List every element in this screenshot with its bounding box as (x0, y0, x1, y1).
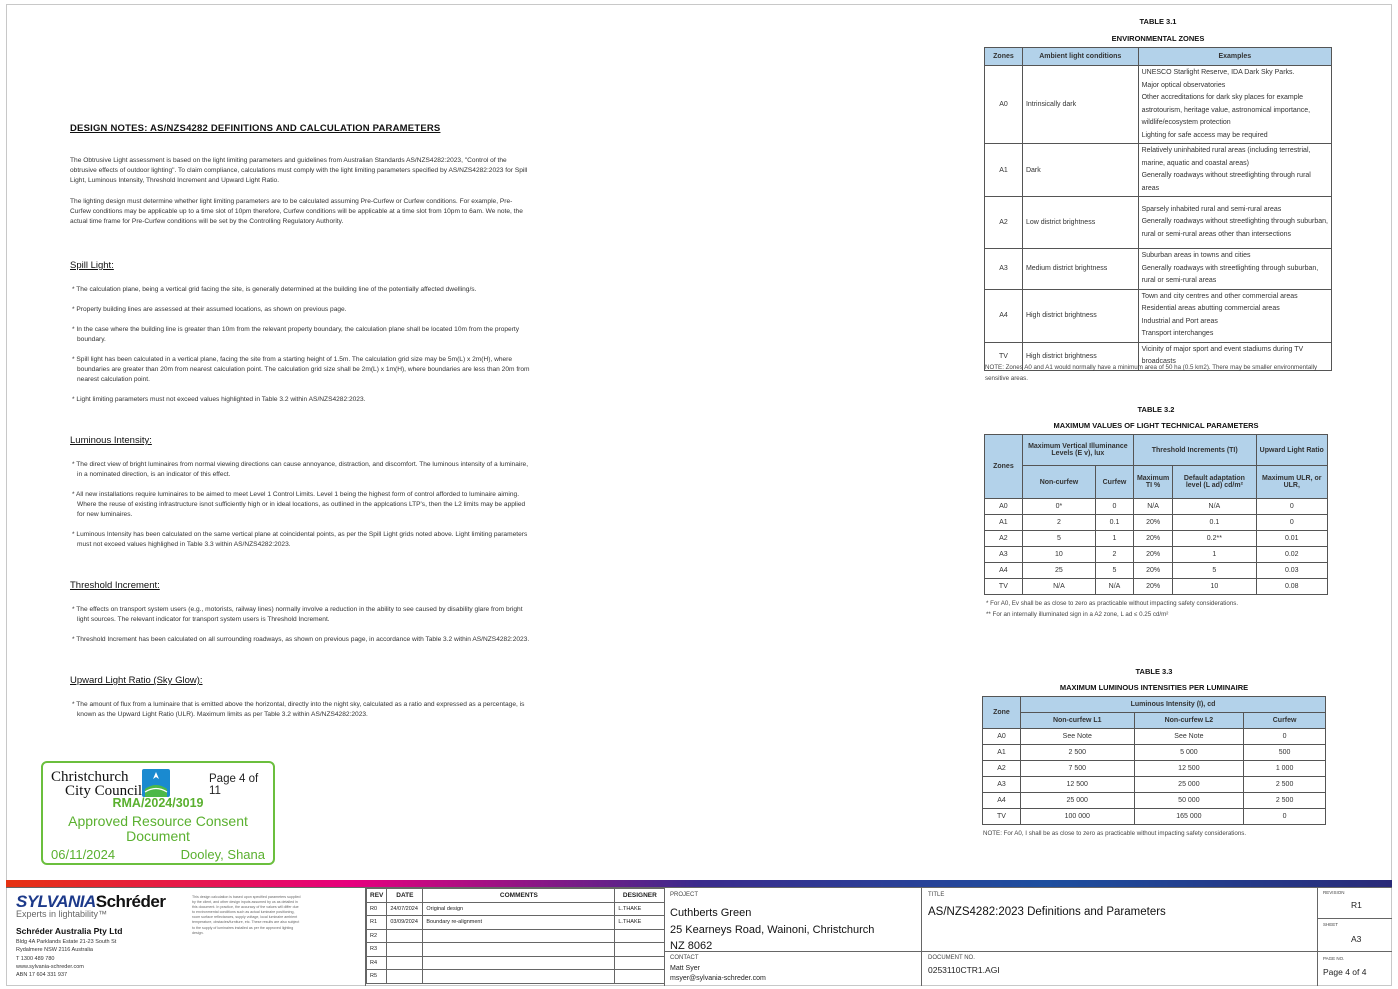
example-line: Sparsely inhabited rural and semi-rural areas (1141, 205, 1282, 213)
table32-note-1: * For A0, Ev shall be as close to zero as practicable without impacting safety considerations. (986, 600, 1239, 607)
cell (615, 943, 665, 957)
table-luminous-intensities (982, 696, 1326, 825)
table-row (985, 563, 1328, 579)
cell: 0.03 (1256, 563, 1327, 579)
bullet: * The calculation plane, being a vertical grid facing the site, is generally determined at the building line of the potentially affected dwelling/s. (72, 286, 477, 293)
cell: 0.1 (1173, 515, 1256, 531)
section-title-threshold-increment: Threshold Increment: (70, 580, 160, 591)
cell: 20% (1133, 563, 1172, 579)
cell: 10 (1022, 547, 1095, 563)
table-row (983, 793, 1326, 809)
council-name-line2: City Council (65, 783, 143, 799)
docno-label: DOCUMENT NO. (928, 955, 975, 961)
col-header: Ambient light conditions (1022, 48, 1138, 66)
bullet: * Property building lines are assessed at their assumed locations, as shown on previous page. (72, 306, 347, 313)
table-row (985, 531, 1328, 547)
condition-cell: Dark (1022, 144, 1138, 197)
brand-color-strip (6, 880, 1392, 887)
cell (387, 943, 423, 957)
cell: R1 (367, 916, 387, 930)
table31-title: ENVIRONMENTAL ZONES (1111, 34, 1205, 43)
bullet: * Threshold Increment has been calculated on all surrounding roadways, as shown on previous page, in accordance with Table 3.2 within AS/NZS4282:2023. (72, 636, 530, 643)
examples-cell (1138, 144, 1331, 197)
project-name: Cuthberts Green (670, 907, 752, 919)
cell (387, 956, 423, 970)
bullet: * In the case where the building line is greater than 10m from the relevant property boundary, the calculation plane shall be located 10m from the property boundary. (72, 326, 520, 343)
stamp-page-number: Page 4 of 11 (209, 773, 259, 797)
cell: A2 (983, 761, 1021, 777)
rev-col-header: DESIGNER (615, 889, 665, 903)
table-row (985, 66, 1332, 144)
approval-line1: Approved Resource Consent (68, 813, 248, 829)
company-name: Schréder Australia Pty Ltd (16, 926, 123, 936)
cell: R3 (367, 943, 387, 957)
address-line: Rydalmere NSW 2116 Australia (16, 947, 93, 954)
cell: 50 000 (1134, 793, 1244, 809)
table-row (985, 289, 1332, 342)
table31-number: TABLE 3.1 (1139, 17, 1177, 26)
cell: 10 (1173, 579, 1256, 595)
notes-intro-1: The Obtrusive Light assessment is based on the light limiting parameters and guidelines from Australian Standards AS/NZS4282:2023, "Control of the obtrusive effects of outdoor lighting". To claim compliance, calculations must comply with the light limiting parameters specified by AS/NZS4282:2023 for Spill Light, Luminous Intensity, Threshold Increment and Upward Light Ratio. (70, 157, 528, 184)
cell: 0.01 (1256, 531, 1327, 547)
cell: 0 (1256, 499, 1327, 515)
revision-row (367, 943, 665, 957)
cell: 0 (1244, 809, 1326, 825)
col-header: Threshold Increments (TI) (1133, 435, 1256, 466)
cell: R0 (367, 902, 387, 916)
cell: 500 (1244, 745, 1326, 761)
col-header: Zone (983, 697, 1021, 729)
address-line: Bldg 4A Parklands Estate 21-23 South St (16, 939, 117, 945)
col-subheader: Non-curfew (1022, 466, 1095, 499)
revision-row (367, 916, 665, 930)
title-label: TITLE (928, 892, 945, 898)
consent-reference: RMA/2024/3019 (112, 796, 204, 810)
revision-row (367, 970, 665, 984)
cell: 5 (1096, 563, 1134, 579)
cell: 2 (1022, 515, 1095, 531)
table-light-technical-parameters (984, 434, 1328, 595)
cell: 0 (1244, 729, 1326, 745)
cell: 2 500 (1244, 793, 1326, 809)
cell: A1 (983, 745, 1021, 761)
cell: 20% (1133, 515, 1172, 531)
table-row (983, 745, 1326, 761)
cell: 25 000 (1134, 777, 1244, 793)
cell: A0 (985, 499, 1023, 515)
table-row (985, 515, 1328, 531)
col-header: Maximum Vertical Illuminance Levels (E v), lux (1022, 435, 1133, 466)
revision-row (367, 956, 665, 970)
rev-col-header: REV (367, 889, 387, 903)
cell: Boundary re-alignment (423, 916, 615, 930)
zone-cell: A4 (985, 289, 1023, 342)
cell: A3 (983, 777, 1021, 793)
document-number: 0253110CTR1.AGI (928, 965, 1000, 975)
cell: 0.2** (1173, 531, 1256, 547)
section-title-upward-light-ratio: Upward Light Ratio (Sky Glow): (70, 675, 203, 686)
col-subheader: Curfew (1244, 713, 1326, 729)
cell: N/A (1133, 499, 1172, 515)
table-row (983, 809, 1326, 825)
cell: 7 500 (1020, 761, 1134, 777)
notes-intro-2: The lighting design must determine whether light limiting parameters are to be calculated assuming Pre-Curfew or Curfew conditions. For example, Pre-Curfew conditions may be applicable up to a time slot of 10pm therefore, Curfew conditions will be applicable at a time slot from 10pm to 6am. We note, the actual time frame for Pre-Curfew conditions will be set by the Controlling Regulatory Authority. (70, 198, 523, 225)
table-row (983, 777, 1326, 793)
revision-value: R1 (1351, 900, 1362, 910)
cell: 2 500 (1244, 777, 1326, 793)
council-name-line1: Christchurch (51, 769, 129, 785)
council-logo-icon (142, 769, 170, 797)
table31-note: NOTE: Zones A0 and A1 would normally have a minimum area of 50 ha (0.5 km2). There may be smaller environmentally sensitive areas. (985, 364, 1318, 382)
section-title-spill-light: Spill Light: (70, 260, 114, 271)
example-line: Transport interchanges (1141, 330, 1214, 337)
table-row (985, 547, 1328, 563)
cell: N/A (1022, 579, 1095, 595)
revision-label: REVISION (1323, 890, 1345, 895)
bullet: * Light limiting parameters must not exceed values highlighted in Table 3.2 within AS/NZS4282:2023. (72, 396, 366, 403)
condition-cell: Intrinsically dark (1022, 66, 1138, 144)
cell: TV (983, 809, 1021, 825)
cell: 165 000 (1134, 809, 1244, 825)
revision-row (367, 902, 665, 916)
example-line: Major optical observatories (1141, 81, 1226, 89)
table-row (985, 249, 1332, 290)
condition-cell: High district brightness (1022, 342, 1138, 370)
cell (423, 943, 615, 957)
address-line: T 1300 489 780 (16, 955, 55, 962)
cell: 5 (1173, 563, 1256, 579)
condition-cell: Low district brightness (1022, 197, 1138, 249)
cell: A4 (983, 793, 1021, 809)
cell: 25 (1022, 563, 1095, 579)
col-header: Upward Light Ratio (1256, 435, 1327, 466)
col-header: Examples (1138, 48, 1331, 66)
col-subheader: Non-curfew L1 (1020, 713, 1134, 729)
company-address (16, 938, 116, 979)
bullet: * Spill light has been calculated in a vertical plane, facing the site from a starting height of 1.5m. The calculation grid size may be 5m(L) x 2m(H), where boundaries are greater than 20m from nearest calculation point. The calculation grid size shall be 2m(L) x 1m(H), where boundaries are less than 20m from nearest calculation point. (72, 356, 530, 383)
example-line: Generally roadways without streetlighting through suburban, rural or semi-rural areas other than intersections (1141, 218, 1328, 238)
cell (423, 956, 615, 970)
cell: A4 (985, 563, 1023, 579)
cell: A3 (985, 547, 1023, 563)
example-line: Relatively uninhabited rural areas (including terrestrial, marine, aquatic and coastal areas) (1141, 147, 1311, 167)
company-panel (6, 888, 366, 986)
disclaimer: This design calculation is based upon specified parameters supplied by the client, and other design inputs assumed by us as detailed in this document. In practice, the accuracy of the values will differ due to environmental conditions such as actual luminaire positioning, room surface reflectances, supply voltage, local luminaire ambient temperature, obstacles/furniture, etc. These results are also subject to the supply of luminaires installed as per the approved lighting design. (192, 895, 301, 935)
zone-cell: TV (985, 342, 1023, 370)
rev-col-header: DATE (387, 889, 423, 903)
divider (664, 951, 922, 952)
project-label: PROJECT (670, 892, 699, 898)
table-row (985, 579, 1328, 595)
bullet: * Luminous Intensity has been calculated on the same vertical plane at coincidental points, as per the Spill Light grids noted above. Light limiting parameters must not exceed values highlighed in Table 3.3 within AS/NZS4282:2023. (72, 531, 528, 548)
table33-number: TABLE 3.3 (1135, 667, 1173, 676)
cell: 1 000 (1244, 761, 1326, 777)
example-line: Residential areas abutting commercial areas (1141, 305, 1280, 312)
table32-note-2: ** For an internally illuminated sign in a A2 zone, L ad ≤ 0.25 cd/m² (986, 611, 1169, 618)
examples-cell (1138, 289, 1331, 342)
design-notes (70, 124, 530, 730)
cell: A0 (983, 729, 1021, 745)
cell (615, 970, 665, 984)
stamp-officer: Dooley, Shana (180, 847, 265, 862)
project-details (670, 905, 874, 955)
brand-tagline: Experts in lightability™ (16, 909, 108, 919)
cell (387, 929, 423, 943)
cell: 100 000 (1020, 809, 1134, 825)
col-header: Luminous Intensity (I), cd (1020, 697, 1325, 713)
bullet: * The effects on transport system users (e.g., motorists, railway lines) normally involve a reduction in the ability to see caused by disability glare from bright light sources. The relevant indicator for transport system users is Threshold Increment. (72, 606, 523, 623)
zone-cell: A0 (985, 66, 1023, 144)
revision-row (367, 929, 665, 943)
cell: L.THAKE (615, 902, 665, 916)
cell: 12 500 (1134, 761, 1244, 777)
cell: 03/09/2024 (387, 916, 423, 930)
examples-cell (1138, 66, 1331, 144)
col-subheader: Maximum TI % (1133, 466, 1172, 499)
cell (387, 970, 423, 984)
drawing-title: AS/NZS4282:2023 Definitions and Parameters (928, 906, 1166, 918)
condition-cell: Medium district brightness (1022, 249, 1138, 290)
cell: 24/07/2024 (387, 902, 423, 916)
table-environmental-zones (984, 47, 1332, 371)
cell: See Note (1134, 729, 1244, 745)
cell: 2 500 (1020, 745, 1134, 761)
cell: L.THAKE (615, 916, 665, 930)
example-line: Lighting for safe access may be required (1141, 131, 1268, 139)
cell: TV (985, 579, 1023, 595)
contact-name: Matt Syer (670, 965, 700, 972)
example-line: Town and city centres and other commercial areas (1141, 292, 1298, 300)
cell: 25 000 (1020, 793, 1134, 809)
table-row (985, 499, 1328, 515)
approval-line2: Document (126, 828, 190, 844)
contact-email: msyer@sylvania-schreder.com (670, 975, 766, 982)
cell: 1 (1173, 547, 1256, 563)
zone-cell: A1 (985, 144, 1023, 197)
page-label: PAGE NO. (1323, 956, 1345, 961)
col-subheader: Curfew (1096, 466, 1134, 499)
title-block (6, 887, 1392, 985)
col-header: Zones (985, 48, 1023, 66)
col-subheader: Default adaptation level (L ad) cd/m² (1173, 466, 1256, 499)
rev-col-header: COMMENTS (423, 889, 615, 903)
approval-text (43, 814, 273, 844)
cell (615, 929, 665, 943)
table-row (985, 197, 1332, 249)
cell (423, 929, 615, 943)
cell: See Note (1020, 729, 1134, 745)
contact-label: CONTACT (670, 955, 699, 961)
table-row (983, 761, 1326, 777)
sheet-label: SHEET (1323, 922, 1339, 927)
cell: A1 (985, 515, 1023, 531)
brand-part-2: Schréder (95, 892, 166, 911)
cell: 5 (1022, 531, 1095, 547)
cell: N/A (1096, 579, 1134, 595)
brand-part-1: SYLVANIA (16, 892, 96, 911)
example-line: Suburban areas in towns and cities (1141, 252, 1251, 259)
cell: 1 (1096, 531, 1134, 547)
council-consent-stamp (41, 761, 275, 865)
stamp-date: 06/11/2024 (51, 847, 116, 862)
bullet: * All new installations require luminaires to be aimed to meet Level 1 Control Limits. Level 1 being the highest form of control afforded to luminaire aiming. Where the reuse of existing infrastructure isnot sufficiently high or in ideal locations, as outlined in the applcations LTP's, then the L2 limits may be applied for new luminaires. (72, 491, 526, 518)
col-header: Zones (985, 435, 1023, 499)
table-row (985, 144, 1332, 197)
cell: 0 (1096, 499, 1134, 515)
cell: 20% (1133, 547, 1172, 563)
divider (1318, 951, 1392, 952)
project-address: 25 Kearneys Road, Wainoni, Christchurch (670, 923, 875, 936)
zone-cell: A3 (985, 249, 1023, 290)
page-number: Page 4 of 4 (1323, 967, 1367, 977)
divider (922, 951, 1318, 952)
cell: 5 000 (1134, 745, 1244, 761)
sheet-value: A3 (1351, 934, 1362, 944)
bullet: * The amount of flux from a luminaire that is emitted above the horizontal, directly into the night sky, calculated as a ratio and expressed as a percentage, is known as the Upward Light Ratio (ULR). Maximum limits as per Table 3.2 within AS/NZS4282:2023. (72, 701, 525, 718)
condition-cell: High district brightness (1022, 289, 1138, 342)
example-line: Generally roadways without streetlighting through rural areas (1141, 172, 1311, 192)
divider (1318, 918, 1392, 919)
section-title-luminous-intensity: Luminous Intensity: (70, 435, 152, 446)
col-subheader: Non-curfew L2 (1134, 713, 1244, 729)
example-line: Other accreditations for dark sky places for example astrotourism, heritage value, astronomical importance, wildlife/ecosystem protection (1141, 94, 1311, 126)
table33-title: MAXIMUM LUMINOUS INTENSITIES PER LUMINAIRE (1059, 683, 1249, 692)
examples-cell (1138, 249, 1331, 290)
address-line: www.sylvania-schreder.com (16, 963, 84, 970)
examples-cell (1138, 197, 1331, 249)
table33-note: NOTE: For A0, I shall be as close to zero as practicable without impacting safety considerations. (983, 830, 1247, 837)
col-subheader: Maximum ULR, or ULR, (1256, 466, 1327, 499)
example-line: Vicinity of major sport and event stadiums during TV broadcasts (1141, 345, 1304, 365)
cell: A2 (985, 531, 1023, 547)
contact-details (670, 964, 766, 984)
cell (615, 956, 665, 970)
cell: N/A (1173, 499, 1256, 515)
cell: 0 (1256, 515, 1327, 531)
notes-heading: DESIGN NOTES: AS/NZS4282 DEFINITIONS AND CALCULATION PARAMETERS (70, 123, 441, 134)
cell: 20% (1133, 579, 1172, 595)
address-line: ABN 17 604 331 937 (16, 972, 68, 979)
zone-cell: A2 (985, 197, 1023, 249)
cell: 12 500 (1020, 777, 1134, 793)
table32-number: TABLE 3.2 (1137, 405, 1175, 414)
cell: 0.02 (1256, 547, 1327, 563)
cell: 2 (1096, 547, 1134, 563)
example-line: Generally roadways with streetlighting through suburban, rural or semi-rural areas (1141, 264, 1319, 284)
revision-table (366, 888, 665, 984)
cell (423, 970, 615, 984)
project-postcode: NZ 8062 (670, 940, 713, 952)
cell: 0.1 (1096, 515, 1134, 531)
cell: 0.08 (1256, 579, 1327, 595)
cell: R2 (367, 929, 387, 943)
table-row (983, 729, 1326, 745)
cell: Original design (423, 902, 615, 916)
cell: R4 (367, 956, 387, 970)
example-line: Industrial and Port areas (1141, 317, 1218, 325)
example-line: UNESCO Starlight Reserve, IDA Dark Sky Parks. (1141, 69, 1295, 76)
cell: R5 (367, 970, 387, 984)
cell: 20% (1133, 531, 1172, 547)
cell: 0* (1022, 499, 1095, 515)
table32-title: MAXIMUM VALUES OF LIGHT TECHNICAL PARAMETERS (1053, 421, 1259, 430)
bullet: * The direct view of bright luminaires from normal viewing directions can cause annoyance, distraction, and discomfort. The luminous intensity of a luminaire, in a nominated direction, is an indicator of this effect. (72, 461, 529, 478)
